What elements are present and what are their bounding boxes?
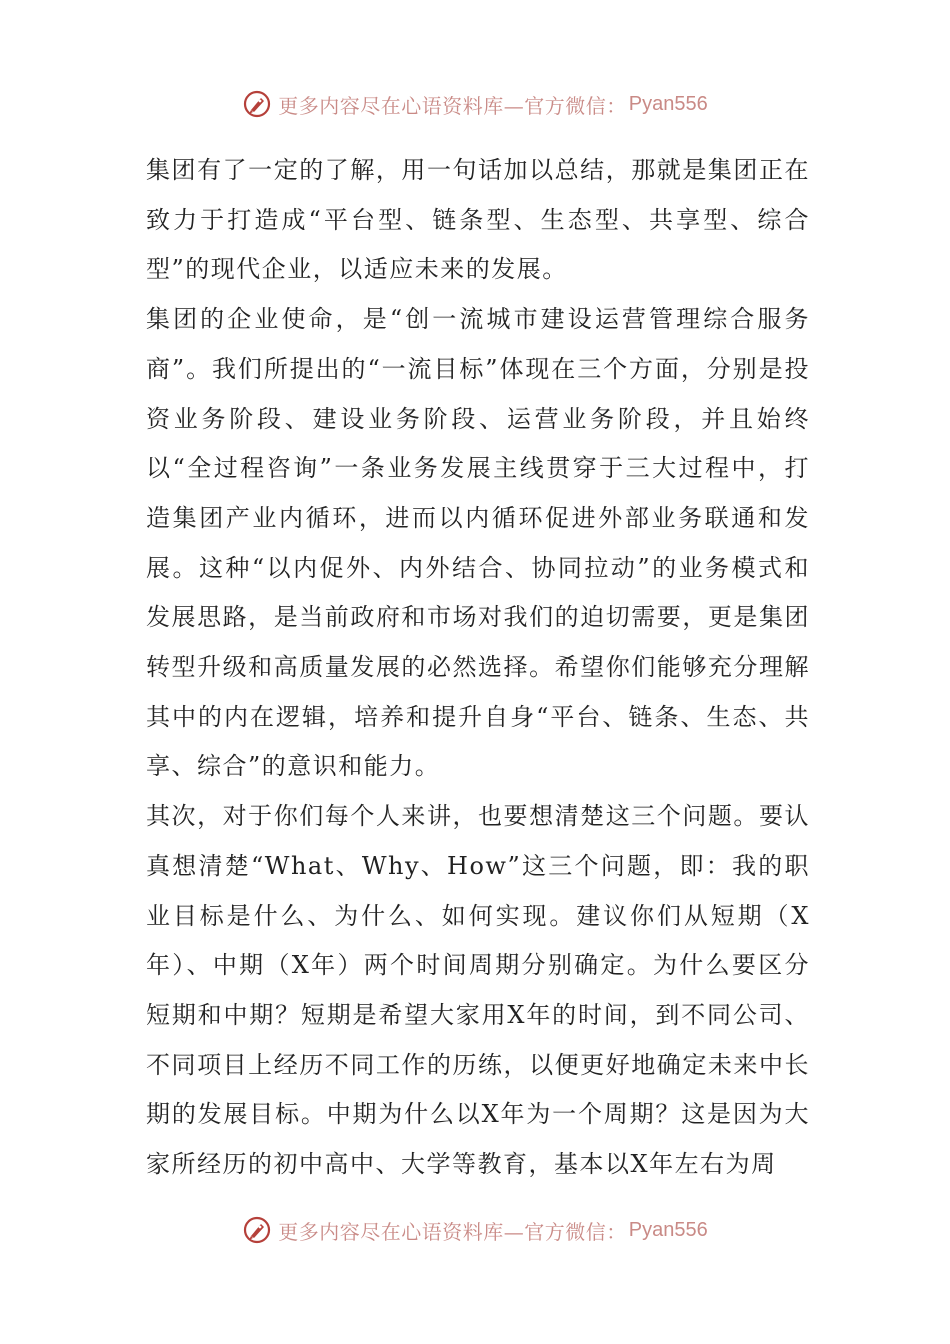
paragraph-1: 集团有了一定的了解，用一句话加以总结，那就是集团正在致力于打造成“平台型、链条型、生态型、共享型、综合型”的现代企业，以适应未来的发展。 bbox=[146, 156, 810, 284]
wechat-id: Pyan556 bbox=[628, 1218, 708, 1241]
footer-banner bbox=[0, 1210, 950, 1250]
paragraph-2: 集团的企业使命，是“创一流城市建设运营管理综合服务商”。我们所提出的“一流目标”体现在三个方面，分别是投资业务阶段、建设业务阶段、运营业务阶段，并且始终以“全过程咨询”一条业务发展主线贯穿于三大过程中，打造集团产业内循环，进而以内循环促进外部业务联通和发展。这种“以内促外、内外结合、协同拉动”的业务模式和发展思路，是当前政府和市场对我们的迫切需要，更是集团转型升级和高质量发展的必然选择。希望你们能够充分理解其中的内在逻辑，培养和提升自身“平台、链条、生态、共享、综合”的意识和能力。 bbox=[146, 305, 810, 781]
paragraph-3: 其次，对于你们每个人来讲，也要想清楚这三个问题。要认真想清楚“What、Why、How”这三个问题，即：我的职业目标是什么、为什么、如何实现。建议你们从短期（X年）、中期（X年）两个时间周期分别确定。为什么要区分短期和中期？短期是希望大家用X年的时间，到不同公司、不同项目上经历不同工作的历练，以便更好地确定未来中长期的发展目标。中期为什么以X年为一个周期？这是因为大家所经历的初中高中、大学等教育，基本以X年左右为周 bbox=[146, 802, 810, 1179]
document-body bbox=[146, 146, 810, 1190]
header-banner bbox=[0, 84, 950, 124]
pen-nib-logo-icon bbox=[242, 1215, 272, 1245]
banner-text: 更多内容尽在心语资料库—官方微信： bbox=[278, 93, 627, 118]
banner-text: 更多内容尽在心语资料库—官方微信： bbox=[278, 1219, 627, 1244]
wechat-id: Pyan556 bbox=[628, 92, 708, 115]
pen-nib-logo-icon bbox=[242, 89, 272, 119]
